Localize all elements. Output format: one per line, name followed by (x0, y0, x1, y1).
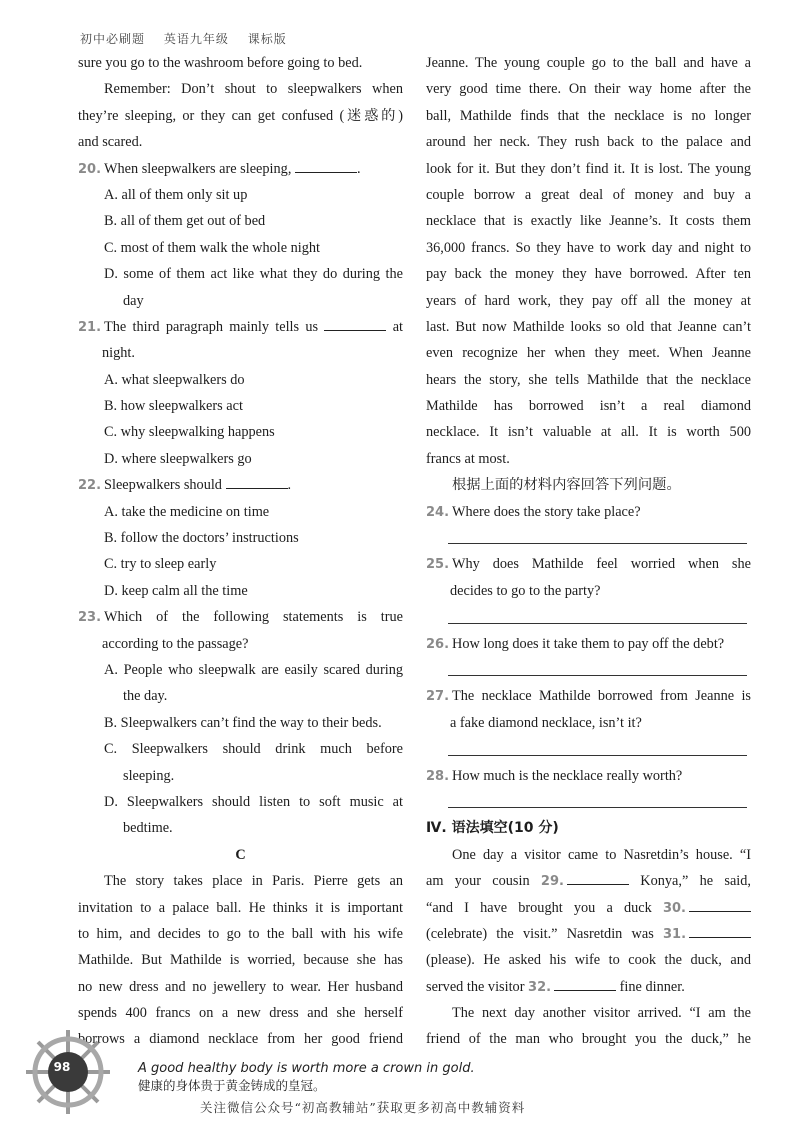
line-text: sleeping. (123, 767, 175, 784)
line-text: B. all of them get out of bed (104, 213, 266, 230)
motto-chinese: 健康的身体贵于黄金铸成的皇冠。 (138, 1078, 326, 1093)
text-line (78, 103, 403, 129)
line-text: Ⅳ. 语法填空(10 分) (426, 820, 559, 837)
line-text: no new dress and no jewellery to wear. Her husband (78, 978, 403, 995)
question-number: 27. (426, 689, 450, 705)
line-text: served the visitor (426, 978, 525, 995)
text-line (426, 815, 751, 841)
text-line (78, 842, 403, 868)
text-line (426, 842, 751, 868)
text-line (78, 419, 403, 445)
line-text: A. take the medicine on time (104, 503, 270, 520)
text-line (78, 578, 403, 604)
line-text: When sleepwalkers are sleeping, (104, 160, 292, 177)
fill-blank[interactable] (567, 871, 629, 885)
text-line (78, 129, 403, 155)
line-text: B. Sleepwalkers can’t find the way to their beds. (104, 714, 382, 731)
text-line (426, 578, 751, 604)
text-line (78, 789, 403, 815)
line-text: last. But now Mathilde looks so old that Jeanne can’t (426, 318, 751, 335)
text-line (426, 340, 751, 366)
line-text: The next day another visitor arrived. “I am the (452, 1005, 751, 1022)
question-number: 24. (426, 504, 450, 520)
answer-line (426, 736, 751, 762)
line-text: Where does the story take place? (452, 503, 641, 520)
line-text: look for it. But they don’t find it. It is lost. The young (426, 160, 751, 177)
line-text: the day. (123, 688, 168, 705)
text-line (426, 288, 751, 314)
blank-number: 32. (528, 979, 552, 995)
line-text: B. how sleepwalkers act (104, 398, 243, 415)
fill-blank[interactable] (554, 977, 616, 991)
question-line (426, 683, 751, 709)
line-text: “and I have brought you a duck (426, 899, 652, 916)
line-text: decides to go to the party? (450, 582, 601, 599)
text-line (78, 499, 403, 525)
text-line (426, 261, 751, 287)
line-text: bedtime. (123, 820, 173, 837)
text-line (426, 1000, 751, 1026)
text-line (426, 103, 751, 129)
text-line (78, 710, 403, 736)
line-text: 36,000 francs. So they have to work day and night to (426, 239, 751, 256)
footer-note: 关注微信公众号“初高教辅站”获取更多初高中教辅资料 (200, 1100, 526, 1115)
question-line (426, 763, 751, 789)
text-line (78, 182, 403, 208)
line-text: (celebrate) the visit.” Nasretdin was (426, 925, 654, 942)
question-line (426, 499, 751, 525)
text-line (78, 76, 403, 102)
right-column (426, 50, 751, 1053)
line-text: B. follow the doctors’ instructions (104, 530, 299, 547)
line-text: invitation to a palace ball. He thinks it is important (78, 899, 403, 916)
question-line (78, 156, 403, 182)
answer-line (426, 789, 751, 815)
line-text: Sleepwalkers should (104, 477, 222, 494)
line-text: sure you go to the washroom before going to bed. (78, 55, 363, 71)
question-number: 21. (78, 319, 102, 335)
question-number: 28. (426, 768, 450, 784)
line-text: and scared. (78, 134, 143, 151)
text-line (426, 235, 751, 261)
text-line (426, 895, 751, 921)
question-line (78, 604, 403, 630)
question-line (426, 551, 751, 577)
text-line (78, 736, 403, 762)
line-text: A. all of them only sit up (104, 186, 248, 203)
line-text: C. try to sleep early (104, 556, 217, 573)
text-line (78, 868, 403, 894)
line-text: Mathilde has borrowed isn’t a real diamond (426, 398, 751, 415)
line-text-after: fine dinner. (619, 978, 685, 995)
line-text: D. keep calm all the time (104, 582, 248, 599)
text-line (78, 393, 403, 419)
line-text: necklace. It isn’t valuable at all. It is worth 500 (426, 424, 751, 441)
text-line (426, 947, 751, 973)
line-text: ball, Mathilde finds that the necklace is no longer (426, 107, 751, 124)
line-text: friend of the man who brought you the duck,” he (426, 1031, 751, 1048)
line-text: day (123, 292, 144, 309)
line-text: very good time there. On their way home after the (426, 81, 751, 98)
line-text: Jeanne. The young couple go to the ball and have a (426, 55, 751, 71)
blank-number: 30. (662, 900, 686, 916)
header-edition: 课标版 (247, 32, 287, 46)
line-text: Why does Mathilde feel worried when she (452, 556, 751, 573)
motto-english: A good healthy body is worth more a crown in gold. (138, 1061, 475, 1076)
fill-blank[interactable] (689, 924, 751, 938)
line-text: Remember: Don’t shout to sleepwalkers when (104, 81, 403, 98)
line-text: night. (102, 345, 135, 362)
text-line (426, 710, 751, 736)
line-text-after: at (392, 318, 404, 335)
text-line (78, 815, 403, 841)
text-line (78, 288, 403, 314)
line-text: borrows a diamond necklace from her good friend (78, 1031, 403, 1048)
line-text: even recognize her when they meet. When Jeanne (426, 345, 751, 362)
line-text: around her neck. They rush back to the palace and (426, 134, 751, 151)
line-text: years of hard work, they pay off all the money at (426, 292, 751, 309)
line-text: C. why sleepwalking happens (104, 424, 275, 441)
line-text: How long does it take them to pay off the debt? (452, 635, 725, 652)
question-number: 22. (78, 478, 102, 494)
text-line (78, 683, 403, 709)
line-text: 根据上面的材料内容回答下列问题。 (452, 477, 681, 494)
line-text: am your cousin (426, 873, 530, 890)
answer-line (426, 525, 751, 551)
line-text: A. what sleepwalkers do (104, 371, 245, 388)
text-line (78, 974, 403, 1000)
line-text: to him, and decides to go to the ball with his wife (78, 925, 403, 942)
text-line (426, 156, 751, 182)
text-line (78, 446, 403, 472)
line-text-after: . (287, 477, 292, 494)
line-text: D. Sleepwalkers should listen to soft music at (104, 793, 403, 810)
line-text: they’re sleeping, or they can get confused (迷惑的) (78, 107, 403, 124)
text-line (78, 208, 403, 234)
header-subject: 英语九年级 (163, 32, 229, 46)
running-header (80, 30, 301, 47)
line-text-after: Konya,” he said, (640, 873, 752, 890)
text-line (78, 525, 403, 551)
question-line (78, 314, 403, 340)
line-text: (please). He asked his wife to cook the duck, and (426, 952, 751, 969)
footer-motto (138, 1060, 475, 1094)
text-line (426, 208, 751, 234)
text-line (426, 921, 751, 947)
line-text-after: . (356, 160, 361, 177)
text-line (426, 314, 751, 340)
text-line (78, 340, 403, 366)
question-number: 20. (78, 161, 102, 177)
line-text: a fake diamond necklace, isn’t it? (450, 714, 642, 731)
text-line (426, 472, 751, 498)
line-text: The third paragraph mainly tells us (104, 318, 319, 335)
fill-blank[interactable] (226, 475, 288, 489)
text-line (426, 419, 751, 445)
line-text: spends 400 francs on a new dress and she herself (78, 1005, 403, 1022)
line-text: The story takes place in Paris. Pierre gets an (104, 873, 403, 890)
left-column (78, 50, 403, 1053)
fill-blank[interactable] (295, 159, 357, 173)
line-text: The necklace Mathilde borrowed from Jeanne is (452, 688, 751, 705)
fill-blank[interactable] (324, 317, 386, 331)
text-line (78, 1026, 403, 1052)
line-text: How much is the necklace really worth? (452, 767, 683, 784)
blank-number: 31. (662, 926, 687, 942)
text-line (78, 895, 403, 921)
line-text: C. Sleepwalkers should drink much before (104, 741, 403, 758)
answer-line (426, 604, 751, 630)
text-line (78, 551, 403, 577)
line-text: according to the passage? (102, 635, 249, 652)
line-text: Mathilde. But Mathilde is worried, because she has (78, 952, 403, 969)
line-text: couple borrow a great deal of money and buy a (426, 186, 751, 203)
line-text: necklace that is exactly like Jeanne’s. It costs them (426, 213, 751, 230)
answer-line (426, 657, 751, 683)
line-text: C. most of them walk the whole night (104, 239, 321, 256)
text-line (78, 261, 403, 287)
text-line (78, 763, 403, 789)
text-line (78, 367, 403, 393)
text-line (426, 868, 751, 894)
line-text: A. People who sleepwalk are easily scared during (104, 661, 403, 678)
line-text: D. some of them act like what they do during the (104, 266, 403, 283)
question-number: 23. (78, 610, 102, 626)
question-line (78, 472, 403, 498)
fill-blank[interactable] (689, 898, 751, 912)
page-number: 98 (53, 1060, 71, 1074)
line-text: D. where sleepwalkers go (104, 450, 252, 467)
header-series: 初中必刷题 (80, 32, 146, 46)
text-line (78, 947, 403, 973)
text-line (78, 921, 403, 947)
question-number: 25. (426, 557, 450, 573)
text-line (426, 446, 751, 472)
line-text: francs at most. (426, 450, 510, 467)
text-line (426, 974, 751, 1000)
line-text: Which of the following statements is true (104, 609, 403, 626)
blank-number: 29. (540, 874, 564, 890)
text-line (78, 50, 403, 76)
text-line (426, 393, 751, 419)
text-line (426, 76, 751, 102)
line-text: hears the story, she tells Mathilde that the necklace (426, 371, 751, 388)
text-line (426, 129, 751, 155)
line-text: pay back the money they have borrowed. After ten (426, 266, 751, 283)
text-line (78, 657, 403, 683)
text-line (426, 1026, 751, 1052)
line-text: C (235, 846, 246, 863)
text-line (78, 631, 403, 657)
text-line (78, 235, 403, 261)
question-line (426, 631, 751, 657)
text-line (426, 182, 751, 208)
text-line (426, 50, 751, 76)
text-line (78, 1000, 403, 1026)
question-number: 26. (426, 636, 450, 652)
text-line (426, 367, 751, 393)
line-text: One day a visitor came to Nasretdin’s house. “I (452, 846, 751, 863)
